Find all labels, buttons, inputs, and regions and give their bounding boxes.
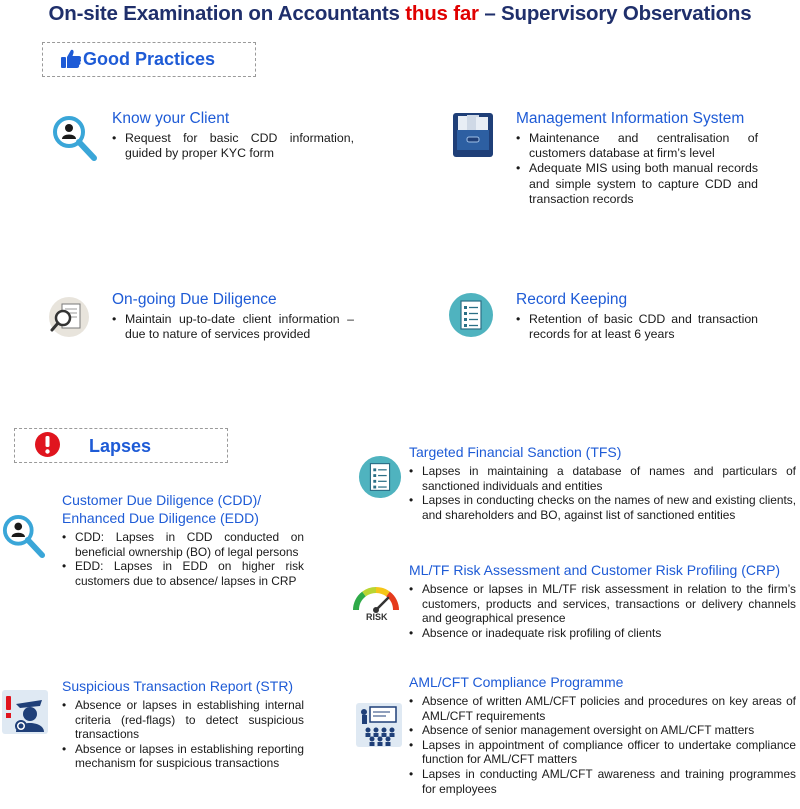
exclamation-icon xyxy=(34,431,61,458)
risk-gauge-label: RISK xyxy=(366,612,388,622)
gp-heading: Know your Client xyxy=(112,110,230,127)
document-magnifier-icon xyxy=(48,296,90,338)
lapse-ml-tf-risk xyxy=(409,561,796,640)
thumbs-up-icon xyxy=(60,48,82,70)
gp-heading: On-going Due Diligence xyxy=(112,291,277,308)
lapse-heading: ML/TF Risk Assessment and Customer Risk Profiling (CRP) xyxy=(409,562,781,578)
gp-heading: Management Information System xyxy=(516,110,745,127)
gp-know-your-client xyxy=(112,109,354,161)
magnifier-person-icon xyxy=(2,514,46,560)
checklist-icon xyxy=(358,455,402,499)
bullet-item: • Absence or inadequate risk profiling of clients xyxy=(409,626,796,641)
lapse-cdd-edd xyxy=(62,491,304,588)
lapses-label: Lapses xyxy=(89,436,152,456)
checklist-icon xyxy=(448,292,494,338)
bullet-item: • EDD: Lapses in EDD on higher risk customers due to absence/ lapses in CRP xyxy=(62,559,304,588)
spy-alert-icon xyxy=(2,690,48,734)
bullet-item: • Absence or lapses in establishing reporting mechanism for suspicious transactions xyxy=(62,742,304,771)
good-practices-label: Good Practices xyxy=(83,49,216,69)
lapse-tfs xyxy=(409,443,796,522)
title-part2: – Supervisory Observations xyxy=(478,2,752,25)
title-part1: On-site Examination on Accountants xyxy=(48,2,406,25)
lapse-heading: AML/CFT Compliance Programme xyxy=(409,674,624,690)
training-presentation-icon xyxy=(356,703,402,747)
lapse-aml-cft-programme xyxy=(409,673,796,796)
lapse-str xyxy=(62,677,304,771)
gp-management-information-system xyxy=(516,109,758,207)
bullet-item: • Request for basic CDD information, guided by proper KYC form xyxy=(112,131,354,161)
bullet-item: • Absence or lapses in ML/TF risk assessment in relation to the firm’s customers, products and services, transactions or delivery channels and geographical presence xyxy=(409,582,796,626)
bullet-item: • Lapses in conducting AML/CFT awareness and training programmes for employees xyxy=(409,767,796,796)
title-highlight: thus far xyxy=(405,2,479,25)
bullet-item: • Adequate MIS using both manual records and simple system to capture CDD and transaction records xyxy=(516,161,758,207)
lapse-heading: Targeted Financial Sanction (TFS) xyxy=(409,444,622,460)
file-cabinet-icon xyxy=(452,112,494,158)
bullet-item: • Lapses in maintaining a database of names and particulars of sanctioned individuals and entities xyxy=(409,464,796,493)
bullet-item: • Lapses in appointment of compliance officer to undertake compliance function for AML/CFT matters xyxy=(409,738,796,767)
bullet-item: • Maintenance and centralisation of customers database at firm’s level xyxy=(516,131,758,161)
bullet-item: • Absence of senior management oversight on AML/CFT matters xyxy=(409,723,796,738)
bullet-item: • Retention of basic CDD and transaction records for at least 6 years xyxy=(516,312,758,342)
bullet-item: • CDD: Lapses in CDD conducted on beneficial ownership (BO) of legal persons xyxy=(62,530,304,559)
lapse-heading: Suspicious Transaction Report (STR) xyxy=(62,678,294,694)
bullet-item: • Absence or lapses in establishing internal criteria (red-flags) to detect suspicious transactions xyxy=(62,698,304,742)
bullet-item: • Absence of written AML/CFT policies and procedures on key areas of AML/CFT requirements xyxy=(409,694,796,723)
bullet-item: • Maintain up-to-date client information – due to nature of services provided xyxy=(112,312,354,342)
gp-record-keeping xyxy=(516,290,758,342)
lapse-heading-line2: Enhanced Due Diligence (EDD) xyxy=(62,510,259,526)
gp-heading: Record Keeping xyxy=(516,291,628,308)
page-title xyxy=(0,2,800,26)
lapse-heading-line1: Customer Due Diligence (CDD)/ xyxy=(62,492,262,508)
magnifier-person-icon xyxy=(52,115,98,163)
gp-ongoing-due-diligence xyxy=(112,290,354,342)
bullet-item: • Lapses in conducting checks on the names of new and existing clients, and shareholders and BO, against list of sanctioned entities xyxy=(409,493,796,522)
